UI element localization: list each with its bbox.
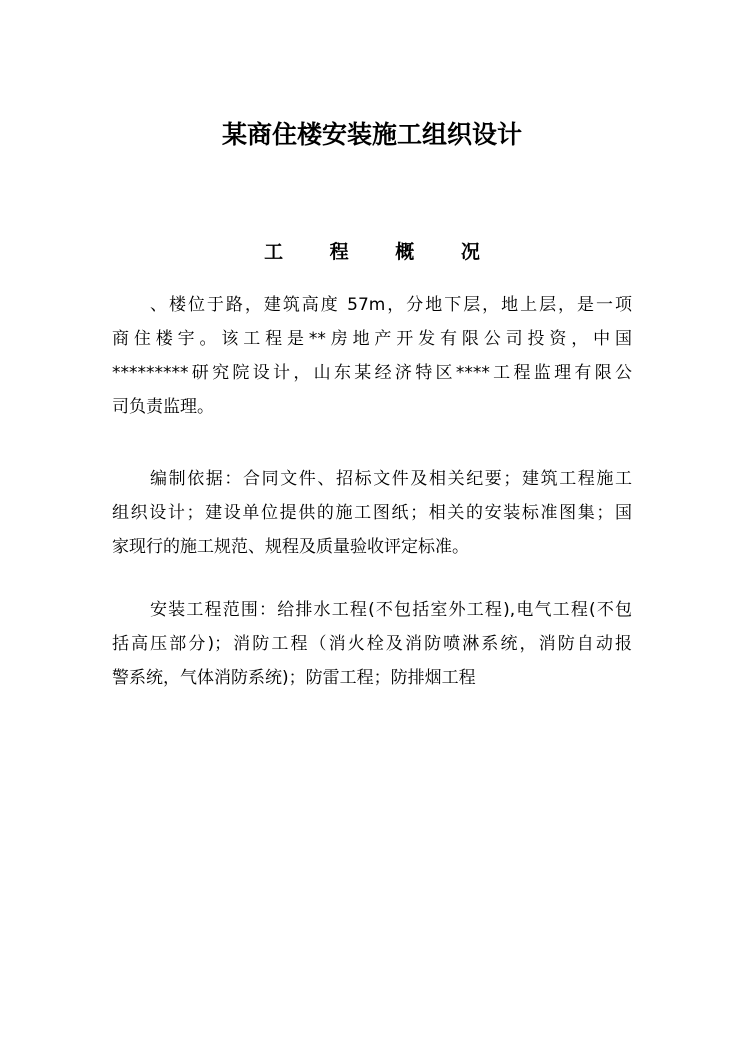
document-title: 某商住楼安装施工组织设计	[221, 120, 522, 149]
paragraph-line: *********研究院设计，山东某经济特区****工程监理有限公	[112, 363, 632, 383]
paragraph-basis	[112, 462, 632, 564]
paragraph-project-overview	[112, 288, 632, 424]
paragraph-line: 编制依据：合同文件、招标文件及相关纪要；建筑工程施工	[150, 469, 632, 489]
paragraph-line: 家现行的施工规范、规程及质量验收评定标准。	[112, 537, 469, 557]
section-heading: 工 程 概 况	[264, 241, 500, 263]
paragraph-line: 警系统，气体消防系统)；防雷工程；防排烟工程	[112, 668, 476, 688]
paragraph-line: 、楼位于路，建筑高度 57m，分地下层，地上层，是一项	[150, 295, 632, 315]
paragraph-line: 商住楼宇。该工程是**房地产开发有限公司投资，中国	[112, 329, 632, 349]
paragraph-line: 司负责监理。	[112, 397, 214, 417]
paragraph-line: 组织设计；建设单位提供的施工图纸；相关的安装标准图集；国	[112, 503, 632, 523]
paragraph-line: 括高压部分)；消防工程（消火栓及消防喷淋系统，消防自动报	[112, 634, 632, 654]
paragraph-scope	[112, 593, 632, 695]
paragraph-line: 安装工程范围：给排水工程(不包括室外工程),电气工程(不包	[150, 600, 632, 620]
